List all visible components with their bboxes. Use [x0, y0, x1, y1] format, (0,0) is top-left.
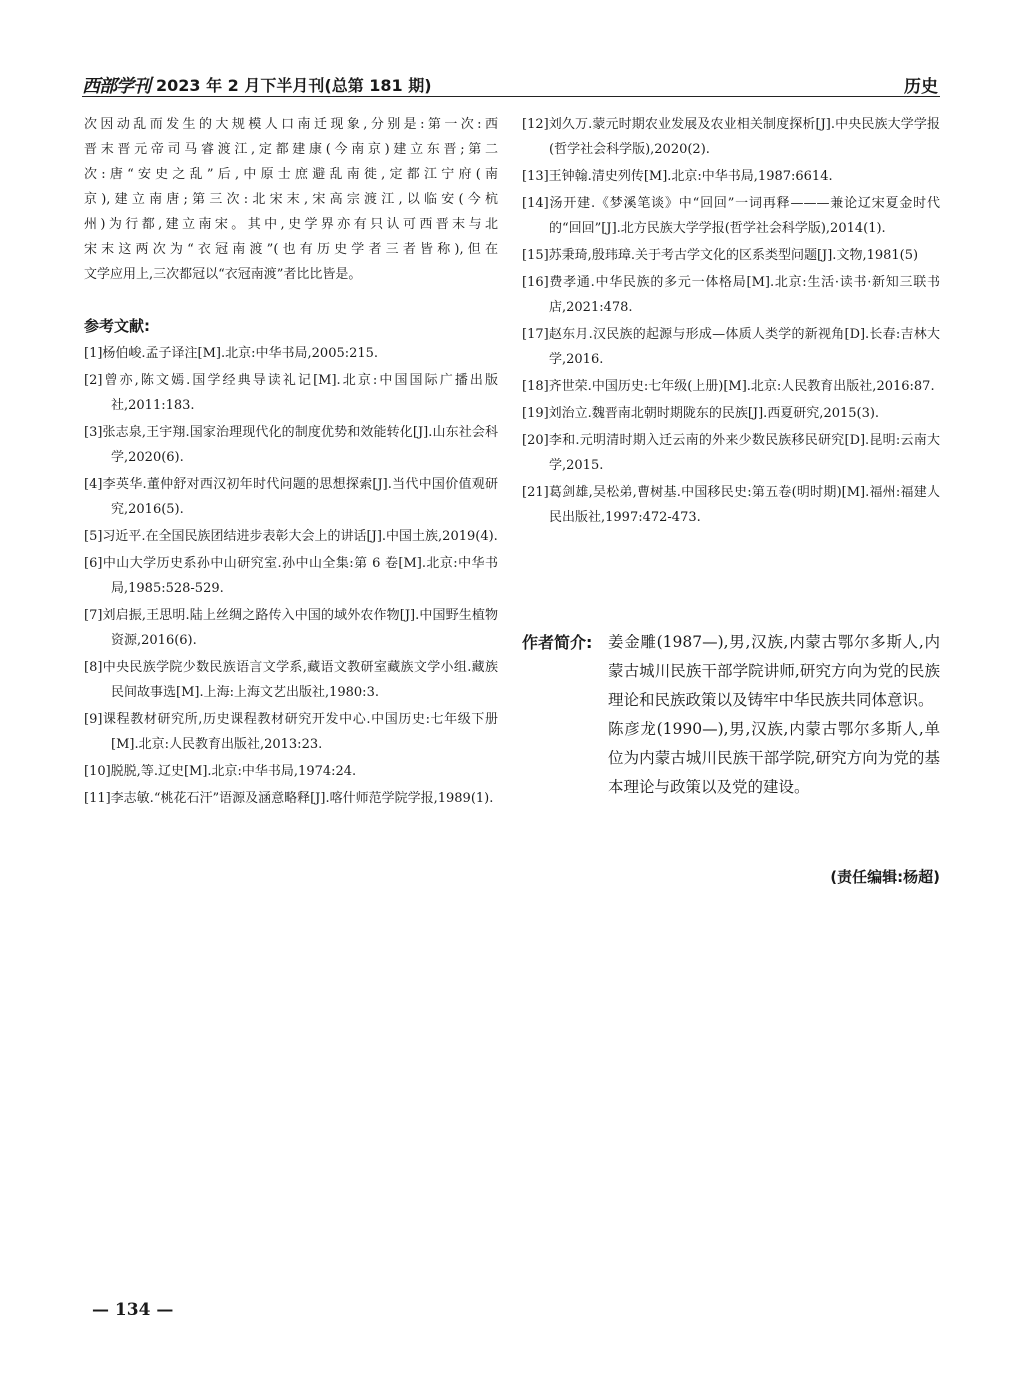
- intro-line: 次因动乱而发生的大规模人口南迁现象,分别是:第一次:西: [84, 117, 498, 132]
- reference-item: [8]中央民族学院少数民族语言文学系,藏语文教研室藏族文学小组.藏族民间故事选[M].上海:上海文艺出版社,1980:3.: [84, 660, 498, 700]
- references-heading: 参考文献:: [84, 317, 150, 335]
- reference-item: [6]中山大学历史系孙中山研究室.孙中山全集:第 6 卷[M].北京:中华书局,1985:528-529.: [84, 556, 498, 596]
- author-bio-1: 姜金雕(1987—),男,汉族,内蒙古鄂尔多斯人,内蒙古城川民族干部学院讲师,研究方向为党的民族理论和民族政策以及铸牢中华民族共同体意识。: [608, 633, 940, 709]
- intro-line: 宋末这两次为“衣冠南渡”(也有历史学者三者皆称),但在: [84, 242, 498, 257]
- author-bio-2: 陈彦龙(1990—),男,汉族,内蒙古鄂尔多斯人,单位为内蒙古城川民族干部学院,研究方向为党的基本理论与政策以及党的建设。: [608, 720, 940, 796]
- intro-paragraph: [84, 112, 498, 287]
- responsible-editor: (责任编辑:杨超): [830, 868, 940, 886]
- intro-line: 文学应用上,三次都冠以“衣冠南渡”者比比皆是。: [84, 267, 362, 282]
- page-number: — 134 —: [92, 1300, 174, 1320]
- journal-logo: 西部学刊: [82, 76, 150, 97]
- reference-item: [7]刘启振,王思明.陆上丝绸之路传入中国的域外农作物[J].中国野生植物资源,2016(6).: [84, 608, 498, 648]
- reference-item: [14]汤开建.《梦溪笔谈》中“回回”一词再释———兼论辽宋夏金时代的“回回”[J].北方民族大学学报(哲学社会科学版),2014(1).: [522, 196, 940, 236]
- issue-info: 2023 年 2 月下半月刊(总第 181 期): [156, 76, 432, 95]
- reference-item: [9]课程教材研究所,历史课程教材研究开发中心.中国历史:七年级下册[M].北京:人民教育出版社,2013:23.: [84, 712, 498, 752]
- intro-line: 晋末晋元帝司马睿渡江,定都建康(今南京)建立东晋;第二: [84, 142, 498, 157]
- reference-item: [17]赵东月.汉民族的起源与形成—体质人类学的新视角[D].长春:吉林大学,2016.: [522, 327, 940, 367]
- left-column: [84, 112, 498, 813]
- right-column: [522, 112, 940, 532]
- intro-line: 州)为行都,建立南宋。其中,史学界亦有只认可西晋末与北: [84, 217, 498, 232]
- reference-item: [16]费孝通.中华民族的多元一体格局[M].北京:生活·读书·新知三联书店,2021:478.: [522, 275, 940, 315]
- reference-item: [18]齐世荣.中国历史:七年级(上册)[M].北京:人民教育出版社,2016:87.: [522, 379, 935, 394]
- reference-item: [13]王钟翰.清史列传[M].北京:中华书局,1987:6614.: [522, 169, 833, 184]
- reference-item: [5]习近平.在全国民族团结进步表彰大会上的讲话[J].中国土族,2019(4).: [84, 529, 498, 544]
- reference-item: [2]曾亦,陈文嫣.国学经典导读礼记[M].北京:中国国际广播出版社,2011:183.: [84, 373, 498, 413]
- reference-item: [10]脱脱,等.辽史[M].北京:中华书局,1974:24.: [84, 764, 357, 779]
- author-label: 作者简介:: [522, 633, 593, 652]
- author-profile: [522, 628, 940, 802]
- author-bio: [608, 628, 940, 802]
- intro-line: 次:唐“安史之乱”后,中原士庶避乱南徙,定都江宁府(南: [84, 167, 498, 182]
- reference-item: [12]刘久万.蒙元时期农业发展及农业相关制度探析[J].中央民族大学学报(哲学社会科学版),2020(2).: [522, 117, 940, 157]
- reference-item: [4]李英华.董仲舒对西汉初年时代问题的思想探索[J].当代中国价值观研究,2016(5).: [84, 477, 498, 517]
- intro-line: 京),建立南唐;第三次:北宋末,宋高宗渡江,以临安(今杭: [84, 192, 498, 207]
- section-name: 历史: [904, 77, 938, 97]
- reference-item: [3]张志泉,王宇翔.国家治理现代化的制度优势和效能转化[J].山东社会科学,2020(6).: [84, 425, 498, 465]
- reference-item: [21]葛剑雄,吴松弟,曹树基.中国移民史:第五卷(明时期)[M].福州:福建人民出版社,1997:472-473.: [522, 485, 940, 525]
- reference-item: [11]李志敏.“桃花石汗”语源及涵意略释[J].喀什师范学院学报,1989(1).: [84, 791, 494, 806]
- reference-item: [20]李和.元明清时期入迁云南的外来少数民族移民研究[D].昆明:云南大学,2015.: [522, 433, 940, 473]
- running-header: [82, 70, 940, 97]
- reference-item: [19]刘治立.魏晋南北朝时期陇东的民族[J].西夏研究,2015(3).: [522, 406, 880, 421]
- reference-item: [1]杨伯峻.孟子译注[M].北京:中华书局,2005:215.: [84, 346, 379, 361]
- reference-item: [15]苏秉琦,殷玮璋.关于考古学文化的区系类型问题[J].文物,1981(5): [522, 248, 919, 263]
